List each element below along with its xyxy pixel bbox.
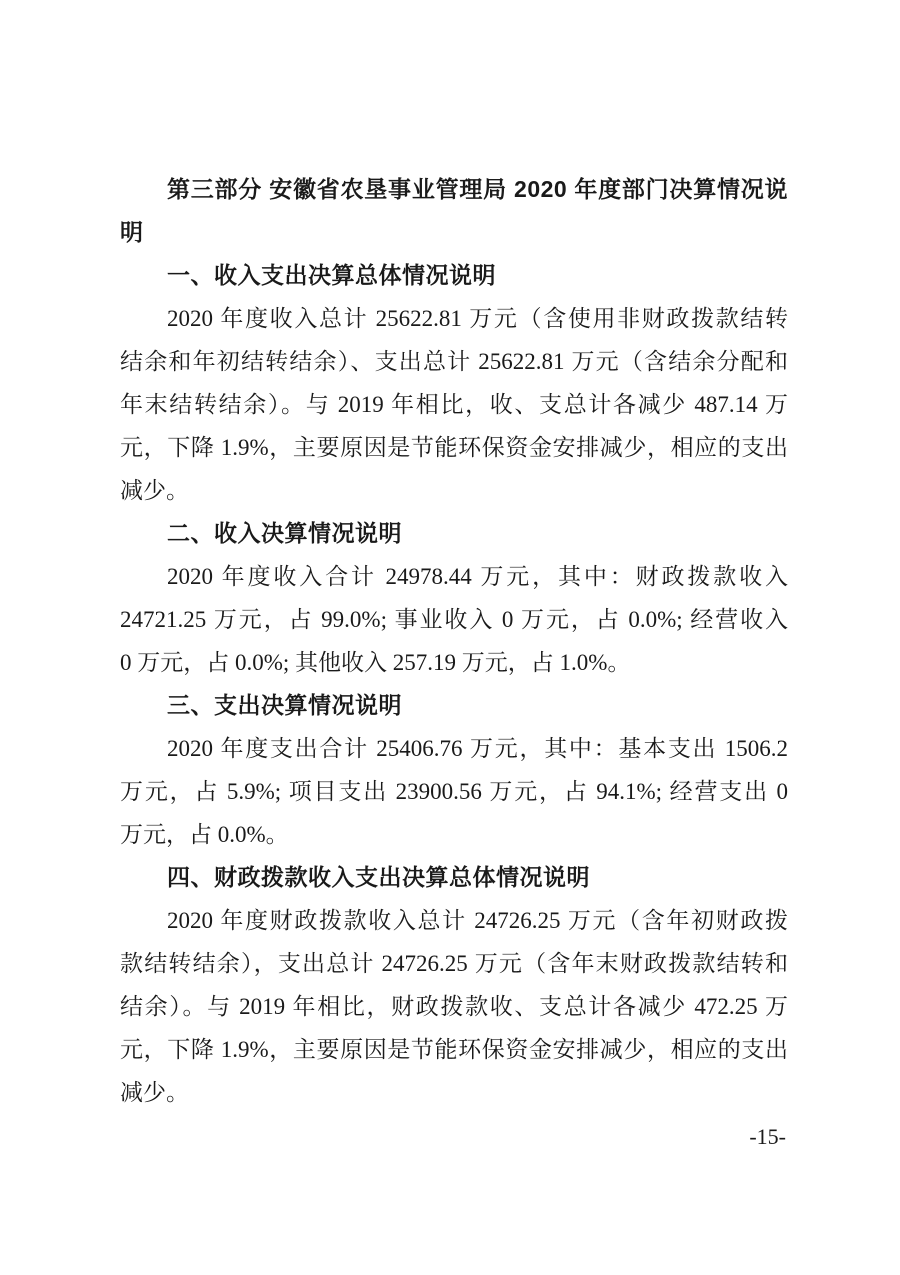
section-heading: 一、收入支出决算总体情况说明 [167,262,496,288]
document-title-line-1: 第三部分 安徽省农垦事业管理局 2020 年度部门决算情况说 [167,176,788,202]
paragraph-line: 2020 年度收入合计 24978.44 万元，其中：财政拨款收入 [167,564,788,589]
paragraph-line: 结余）。与 2019 年相比，财政拨款收、支总计各减少 472.25 万 [120,994,788,1019]
paragraph-line: 结余和年初结转结余）、支出总计 25622.81 万元（含结余分配和 [120,349,788,374]
paragraph-line: 2020 年度收入总计 25622.81 万元（含使用非财政拨款结转 [167,306,788,331]
section-heading: 三、支出决算情况说明 [167,692,402,718]
paragraph-line: 减少。 [120,478,189,503]
paragraph-line: 元，下降 1.9%，主要原因是节能环保资金安排减少，相应的支出 [120,1037,788,1062]
page-number: -15- [749,1124,786,1149]
paragraph-line: 减少。 [120,1080,189,1105]
paragraph-line: 2020 年度支出合计 25406.76 万元，其中：基本支出 1506.2 [167,736,788,761]
section-fiscal-appropriation-overview [120,856,788,1114]
paragraph-line: 款结转结余），支出总计 24726.25 万元（含年末财政拨款结转和 [120,951,788,976]
paragraph-line: 年末结转结余）。与 2019 年相比，收、支总计各减少 487.14 万 [120,392,788,417]
section-income-detail [120,512,788,684]
section-heading: 二、收入决算情况说明 [167,520,402,546]
section-expenditure-detail [120,684,788,856]
paragraph-line: 0 万元，占 0.0%; 其他收入 257.19 万元，占 1.0%。 [120,650,631,675]
paragraph-line: 24721.25 万元，占 99.0%; 事业收入 0 万元，占 0.0%; 经营收入 [120,607,788,632]
document-title-line-2: 明 [120,219,144,245]
section-heading: 四、财政拨款收入支出决算总体情况说明 [167,864,590,890]
paragraph-line: 万元，占 0.0%。 [120,822,289,847]
paragraph-line: 元，下降 1.9%，主要原因是节能环保资金安排减少，相应的支出 [120,435,788,460]
section-income-expenditure-overview [120,254,788,512]
document-body [120,168,788,1114]
paragraph-line: 万元，占 5.9%; 项目支出 23900.56 万元，占 94.1%; 经营支出 0 [120,779,788,804]
paragraph-line: 2020 年度财政拨款收入总计 24726.25 万元（含年初财政拨 [167,908,788,933]
